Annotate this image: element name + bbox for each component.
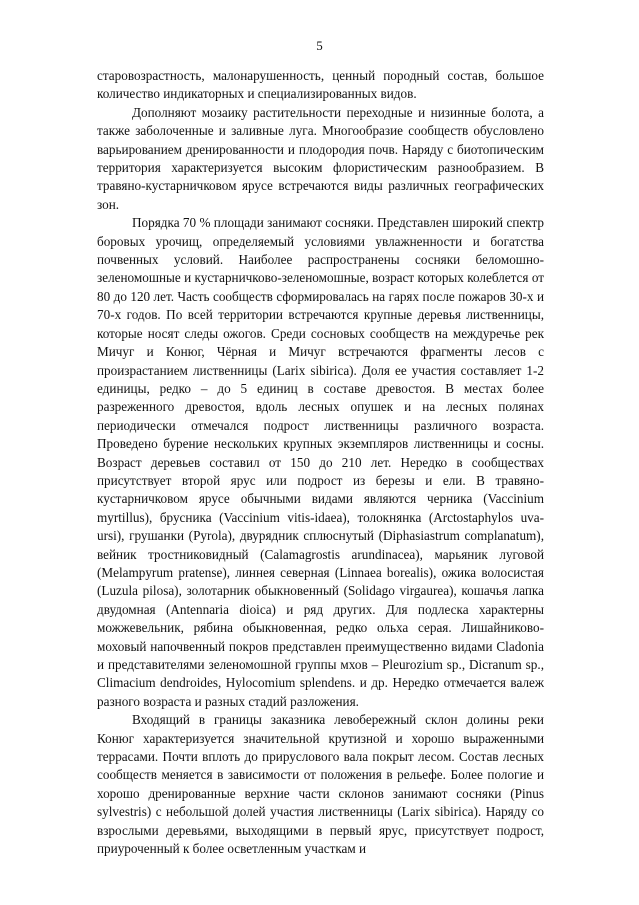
paragraph-pine-forests: Порядка 70 % площади занимают сосняки. Представлен широкий спектр боровых урочищ, определяемый условиями увлажненности и богатства почвенных условий. Наиболее распространены сосняки беломошно-зеленомошные и кустарничково-зеленомошные, возраст которых колеблется от 80 до 120 лет. Часть сообществ сформировалась на гарях после пожаров 30-х и 70-х годов. По всей территории встречаются крупные деревья лиственницы, которые носят следы ожогов. Среди сосновых сообществ на междуречье рек Мичуг и Конюг, Чёрная и Мичуг встречаются фрагменты лесов с произрастанием лиственницы (Larix sibirica). Доля ее участия составляет 1-2 единицы, редко – до 5 единиц в составе древостоя. В местах более разреженного древостоя, вдоль лесных опушек и на лесных полянах периодически отмечался подрост лиственницы различного возраста. Проведено бурение нескольких крупных экземпляров лиственницы и сосны. Возраст деревьев составил от 150 до 210 лет. Нередко в сообществах присутствует второй ярус или подрост из березы и ели. В травяно-кустарничковом ярусе обычными видами являются черника (Vaccinium myrtillus), брусника (Vaccinium vitis-idaea), толокнянка (Arctostaphylos uva-ursi), грушанки (Pyrola), двурядник сплюснутый (Diphasiastrum complanatum), вейник тростниковидный (Calamagrostis arundinacea), марьяник луговой (Melampyrum pratense), линнея северная (Linnaea borealis), ожика волосистая (Luzula pilosa), золотарник обыкновенный (Solidago virgaurea), кошачья лапка двудомная (Antennaria dioica) и ряд других. Для подлеска характерны можжевельник, рябина обыкновенная, редко ольха серая. Лишайниково-моховый напочвенный покров представлен преимущественно видами Cladonia и представителями зеленомошной группы мхов – Pleurozium sp., Dicranum sp., Climacium dendroides, Hylocomium splendens. и др. Нередко отмечается валеж разного возраста и разных стадий разложения. — [97, 215, 544, 709]
paragraph-continuation: старовозрастность, малонарушенность, ценный породный состав, большое количество индикаторных и специализированных видов. — [97, 68, 544, 102]
page-number: 5 — [316, 38, 323, 53]
paragraph-konyug-slope: Входящий в границы заказника левобережный склон долины реки Конюг характеризуется значительной крутизной и хорошо выраженными террасами. Почти вплоть до прируслового вала покрыт лесом. Состав лесных сообществ меняется в зависимости от положения в рельефе. Более пологие и хорошо дренированные верхние части склонов занимают сосняки (Pinus sylvestris) с небольшой долей участия лиственницы (Larix sibirica). Наряду со взрослыми деревьями, выходящими в первый ярус, присутствует подрост, приуроченный к более осветленным участкам и — [97, 712, 544, 857]
document-body — [97, 67, 544, 858]
paragraph-mosaic: Дополняют мозаику растительности переходные и низинные болота, а также заболоченные и заливные луга. Многообразие сообществ обусловлено варьированием дренированности и плодородия почв. Наряду с биотопическим территория характеризуется высоким флористическим разнообразием. В травяно-кустарничковом ярусе встречаются виды различных географических зон. — [97, 104, 544, 212]
